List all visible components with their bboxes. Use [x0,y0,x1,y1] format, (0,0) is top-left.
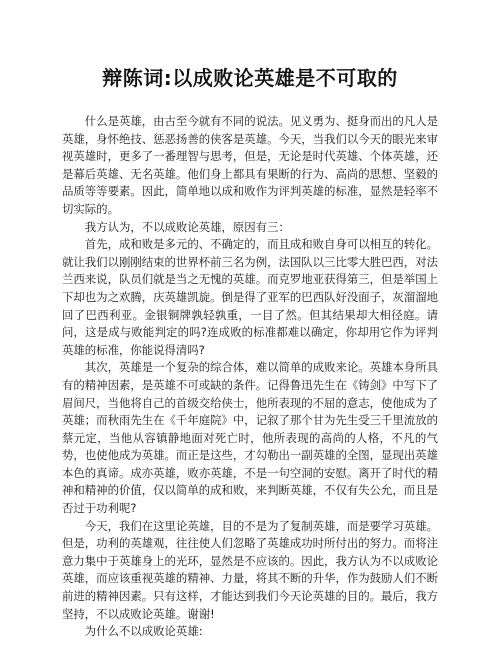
document-title: 辩陈词:以成败论英雄是不可取的 [102,66,398,90]
paragraph-heading-why: 为什么不以成败论英雄: [84,624,203,639]
paragraph-second-reason: 其次，英雄是一个复杂的综合体，难以简单的成败来论。英雄本身所具有的精神因素，是英雄不可或缺的条件。记得鲁迅先生在《铸剑》中写下了眉间尺，当他将自己的首级交给侠士，他所表现的不屈的意志，使他成为了英雄；而秋雨先生在《千年庭院》中，记叙了那个甘为先生受三千里流放的蔡元定，当他从容镇静地面对死亡时，他所表现的高尚的人格，不凡的气势，也使他成为英雄。而正是这些，才勾勒出一副英雄的全图，显现出英雄本色的真谛。成亦英雄，败亦英雄，不是一句空洞的安慰。离开了时代的精神和精神的价值，仅以简单的成和败，来判断英雄，不仅有失公允，而且是否过于功利呢? [62,360,438,516]
paragraph-conclusion: 今天，我们在这里论英雄，目的不是为了复制英雄，而是要学习英雄。但是，功利的英雄观，往往使人们忽略了英雄成功时所付出的努力。而将注意力集中于英雄身上的光环，显然是不应该的。因此，我方认为不以成败论英雄，而应该重视英雄的精神、力量，将其不断的升华，作为鼓励人们不断前进的精神因素。只有这样，才能达到我们今天论英雄的目的。最后，我方坚持，不以成败论英雄。谢谢! [62,518,438,621]
paragraph-thesis: 我方认为，不以成败论英雄，原因有三： [84,219,290,234]
paragraph-intro: 什么是英雄，由古至今就有不同的说法。见义勇为、挺身而出的凡人是英雄，身怀绝技、惩恶扬善的侠客是英雄。今天，当我们以今天的眼光来审视英雄时，更多了一番理智与思考，但是，无论是时代英雄、个体英雄，还是幕后英雄、无名英雄。他们身上都具有果断的行为、高尚的思想、坚毅的品质等等要素。因此，简单地以成和败作为评判英雄的标准，显然是轻率不切实际的。 [62,114,438,216]
paragraph-first-reason: 首先，成和败是多元的、不确定的，而且成和败自身可以相互的转化。就让我们以刚刚结束的世界杯前三名为例，法国队以三比零大胜巴西，对法兰西来说，队员们就是当之无愧的英雄。而克罗地亚获得第三，但是举国上下却也为之欢腾，庆英雄凯旋。倒是得了亚军的巴西队好没面子，灰溜溜地回了巴西利亚。金银铜牌孰轻孰重，一目了然。但其结果却大相径庭。请问，这是成与败能判定的吗?连成败的标准都难以确定，你却用它作为评判英雄的标准，你能说得清吗? [62,237,438,357]
